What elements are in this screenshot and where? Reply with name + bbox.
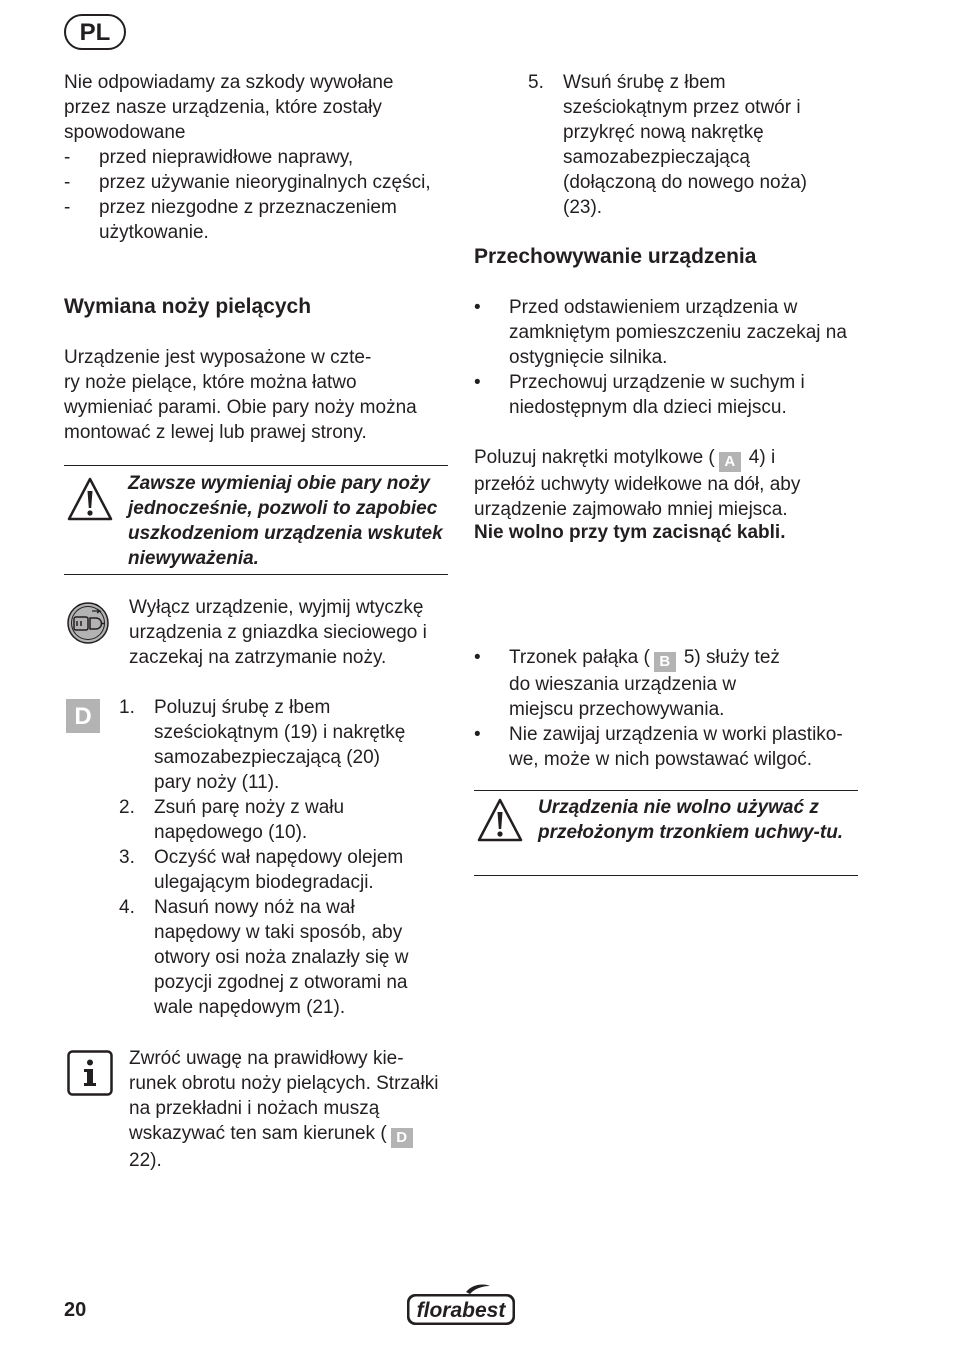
info-icon	[67, 1050, 113, 1096]
unplug-instruction: Wyłącz urządzenie, wyjmij wtyczkę urządzenia z gniazdka sieciowego i zaczekaj na zatrzymanie noży.	[129, 597, 427, 668]
fold-instruction: Poluzuj nakrętki motylkowe ( A 4) i przełóż uchwyty widełkowe na dół, aby urządzenie zajmowało mniej miejsca.	[474, 447, 801, 520]
language-badge: PL	[64, 14, 126, 50]
page-number: 20	[64, 1299, 87, 1321]
warning-box-handle	[474, 790, 858, 876]
replacement-steps-list	[119, 695, 419, 1020]
figure-d-tag: D	[66, 699, 100, 733]
list-item: 1. Poluzuj śrubę z łbem sześciokątnym (19) i nakrętkę samozabezpieczającą (20) pary noży (11).	[119, 697, 406, 793]
liability-intro: Nie odpowiadamy za szkody wywołane przez nasze urządzenia, które zostały spowodowane	[64, 72, 394, 143]
florabest-logo	[404, 1283, 518, 1329]
list-item: 2. Zsuń parę noży z wału napędowego (10).	[119, 797, 345, 843]
list-item: 3. Oczyść wał napędowy olejem ulegającym biodegradacji.	[119, 847, 404, 893]
warning-text-blades: Zawsze wymieniaj obie pary noży jednocześnie, pozwoli to zapobiec uszkodzeniom urządzenia wskutek niewyważenia.	[128, 473, 443, 569]
info-note: Zwróć uwagę na prawidłowy kie- runek obrotu noży pielących. Strzałki na przekładni i nożach muszą wskazywać ten sam kierunek ( D 22).	[129, 1048, 439, 1171]
list-item: • Nie zawijaj urządzenia w worki plastiko-we, może w nich powstawać wilgoć.	[474, 723, 843, 770]
figure-d-tag-inline: D	[391, 1128, 413, 1148]
list-item: 5. Wsuń śrubę z łbem sześciokątnym przez otwór i przykręć nową nakrętkę samozabezpieczającą (dołączoną do nowego noża) (23).	[528, 72, 808, 218]
list-item: - przed nieprawidłowe naprawy,	[64, 147, 354, 168]
warning-box-blades	[64, 465, 448, 575]
liability-causes-list	[64, 145, 436, 245]
list-item: - przez używanie nieoryginalnych części,	[64, 172, 431, 193]
warning-triangle-icon	[66, 476, 114, 522]
section-heading-storage: Przechowywanie urządzenia	[474, 245, 757, 268]
storage-bullets	[474, 295, 859, 420]
blade-description: Urządzenie jest wyposażone w czte- ry noże pielące, które można łatwo wymieniać parami. Obie pary noży można montować z lewej lub prawej strony.	[64, 347, 417, 443]
warning-triangle-icon	[476, 797, 524, 843]
section-heading-blade-replacement: Wymiana noży pielących	[64, 295, 312, 318]
list-item: 4. Nasuń nowy nóż na wał napędowy w taki sposób, aby otwory osi noża znalazły się w pozycji zgodnej z otworami na wale napędowym (21).	[119, 897, 409, 1018]
list-item: • Przed odstawieniem urządzenia w zamkniętym pomieszczeniu zaczekaj na ostygnięcie silnika.	[474, 297, 847, 368]
list-item: • Przechowuj urządzenie w suchym i niedostępnym dla dzieci miejscu.	[474, 372, 805, 418]
unplug-icon	[66, 601, 110, 645]
brand-wordmark: florabest	[416, 1299, 506, 1322]
replacement-step-5	[528, 70, 838, 220]
warning-text-handle: Urządzenia nie wolno używać z przełożonym trzonkiem uchwy-tu.	[538, 797, 844, 843]
handle-bullets	[474, 645, 859, 772]
figure-a-tag: A	[719, 452, 741, 472]
list-item: - przez niezgodne z przeznaczeniem użytkowanie.	[64, 197, 397, 243]
figure-b-tag: B	[654, 652, 676, 672]
list-item: • Trzonek pałąka ( B 5) służy też do wieszania urządzenia w miejscu przechowywania.	[474, 647, 780, 720]
cable-warning: Nie wolno przy tym zacisnąć kabli.	[474, 522, 786, 543]
